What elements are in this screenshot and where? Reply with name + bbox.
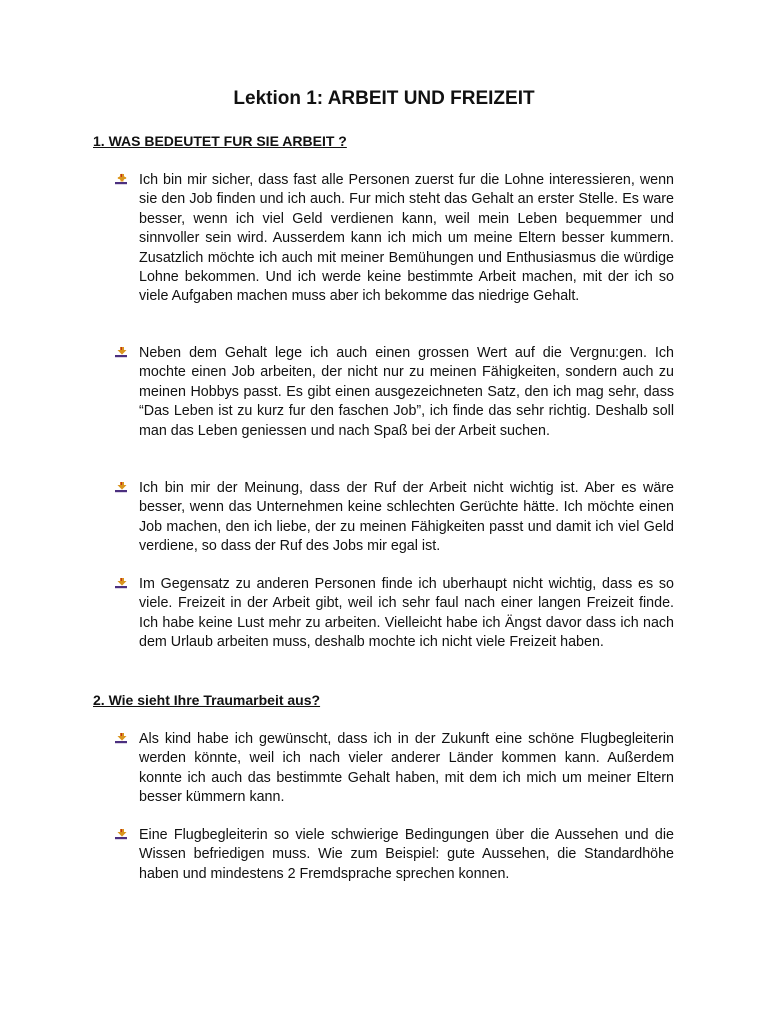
arrow-bullet-icon [114, 346, 128, 360]
arrow-bullet-icon [114, 732, 128, 746]
section-1-heading: 1. WAS BEDEUTET FUR SIE ARBEIT ? [93, 133, 347, 149]
paragraph: Als kind habe ich gewünscht, dass ich in der Zukunft eine schöne Flugbegleiterin werden könnte, weil ich nach vieler anderer Länder kommen kann. Außerdem konnte ich auch das bestimmte Gehalt haben, mit dem ich mich um meiner Eltern besser kümmern kann. [139, 731, 674, 806]
page-title: Lektion 1: ARBEIT UND FREIZEIT [233, 88, 535, 109]
arrow-bullet-icon [114, 481, 128, 495]
list-item [114, 575, 674, 653]
list-item [114, 826, 674, 884]
list-item [114, 344, 674, 441]
paragraph: Neben dem Gehalt lege ich auch einen grossen Wert auf die Vergnu:gen. Ich mochte einen Job arbeiten, der nicht nur zu meinen Fähigkeiten, sondern auch zu meinen Hobbys passt. Es gibt einen ausgezeichneten Satz, den ich mag sehr, dass “Das Leben ist zu kurz fur den faschen Job”, ich finde das sehr richtig. Deshalb soll man das Leben geniessen und nach Spaß bei der Arbeit suchen. [139, 345, 674, 439]
section-2-heading: 2. Wie sieht Ihre Traumarbeit aus? [93, 692, 321, 708]
list-item [114, 730, 674, 808]
paragraph: Ich bin mir der Meinung, dass der Ruf der Arbeit nicht wichtig ist. Aber es wäre besser, wenn das Unternehmen keine schlechten Gerüchte hätte. Ich möchte einen Job machen, den ich liebe, der zu meinen Fähigkeiten passt und damit ich viel Geld verdiene, so dass der Ruf des Jobs mir egal ist. [139, 480, 674, 555]
arrow-bullet-icon [114, 828, 128, 842]
arrow-bullet-icon [114, 577, 128, 591]
list-item [114, 171, 674, 307]
arrow-bullet-icon [114, 173, 128, 187]
paragraph: Ich bin mir sicher, dass fast alle Personen zuerst fur die Lohne interessieren, wenn sie den Job finden und ich auch. Fur mich steht das Gehalt an erster Stelle. Es ware besser, wenn ich viel Geld verdienen kann, weil mein Leben bequemmer und sinnvoller sein wird. Ausserdem kann ich mich um meine Eltern besser kummern. Zusatzlich möchte ich auch mit meiner Bemühungen und Enthusiasmus die würdige Lohne bekommen. Und ich werde keine bestimmte Arbeit machen, mit der ich so viele Aufgaben machen muss aber ich bekomme das niedrige Gehalt. [139, 172, 674, 305]
paragraph: Eine Flugbegleiterin so viele schwierige Bedingungen über die Aussehen und die Wissen befriedigen muss. Wie zum Beispiel: gute Aussehen, die Standardhöhe haben und mindestens 2 Fremdsprache sprechen konnen. [139, 827, 674, 882]
list-item [114, 479, 674, 557]
paragraph: Im Gegensatz zu anderen Personen finde ich uberhaupt nicht wichtig, dass es so viele. Freizeit in der Arbeit gibt, weil ich sehr faul nach einer langen Freizeit finde. Ich habe keine Lust mehr zu arbeiten. Vielleicht habe ich Ängst davor dass ich nach dem Urlaub arbeiten muss, deshalb mochte ich nicht viele Freizeit haben. [139, 576, 674, 651]
